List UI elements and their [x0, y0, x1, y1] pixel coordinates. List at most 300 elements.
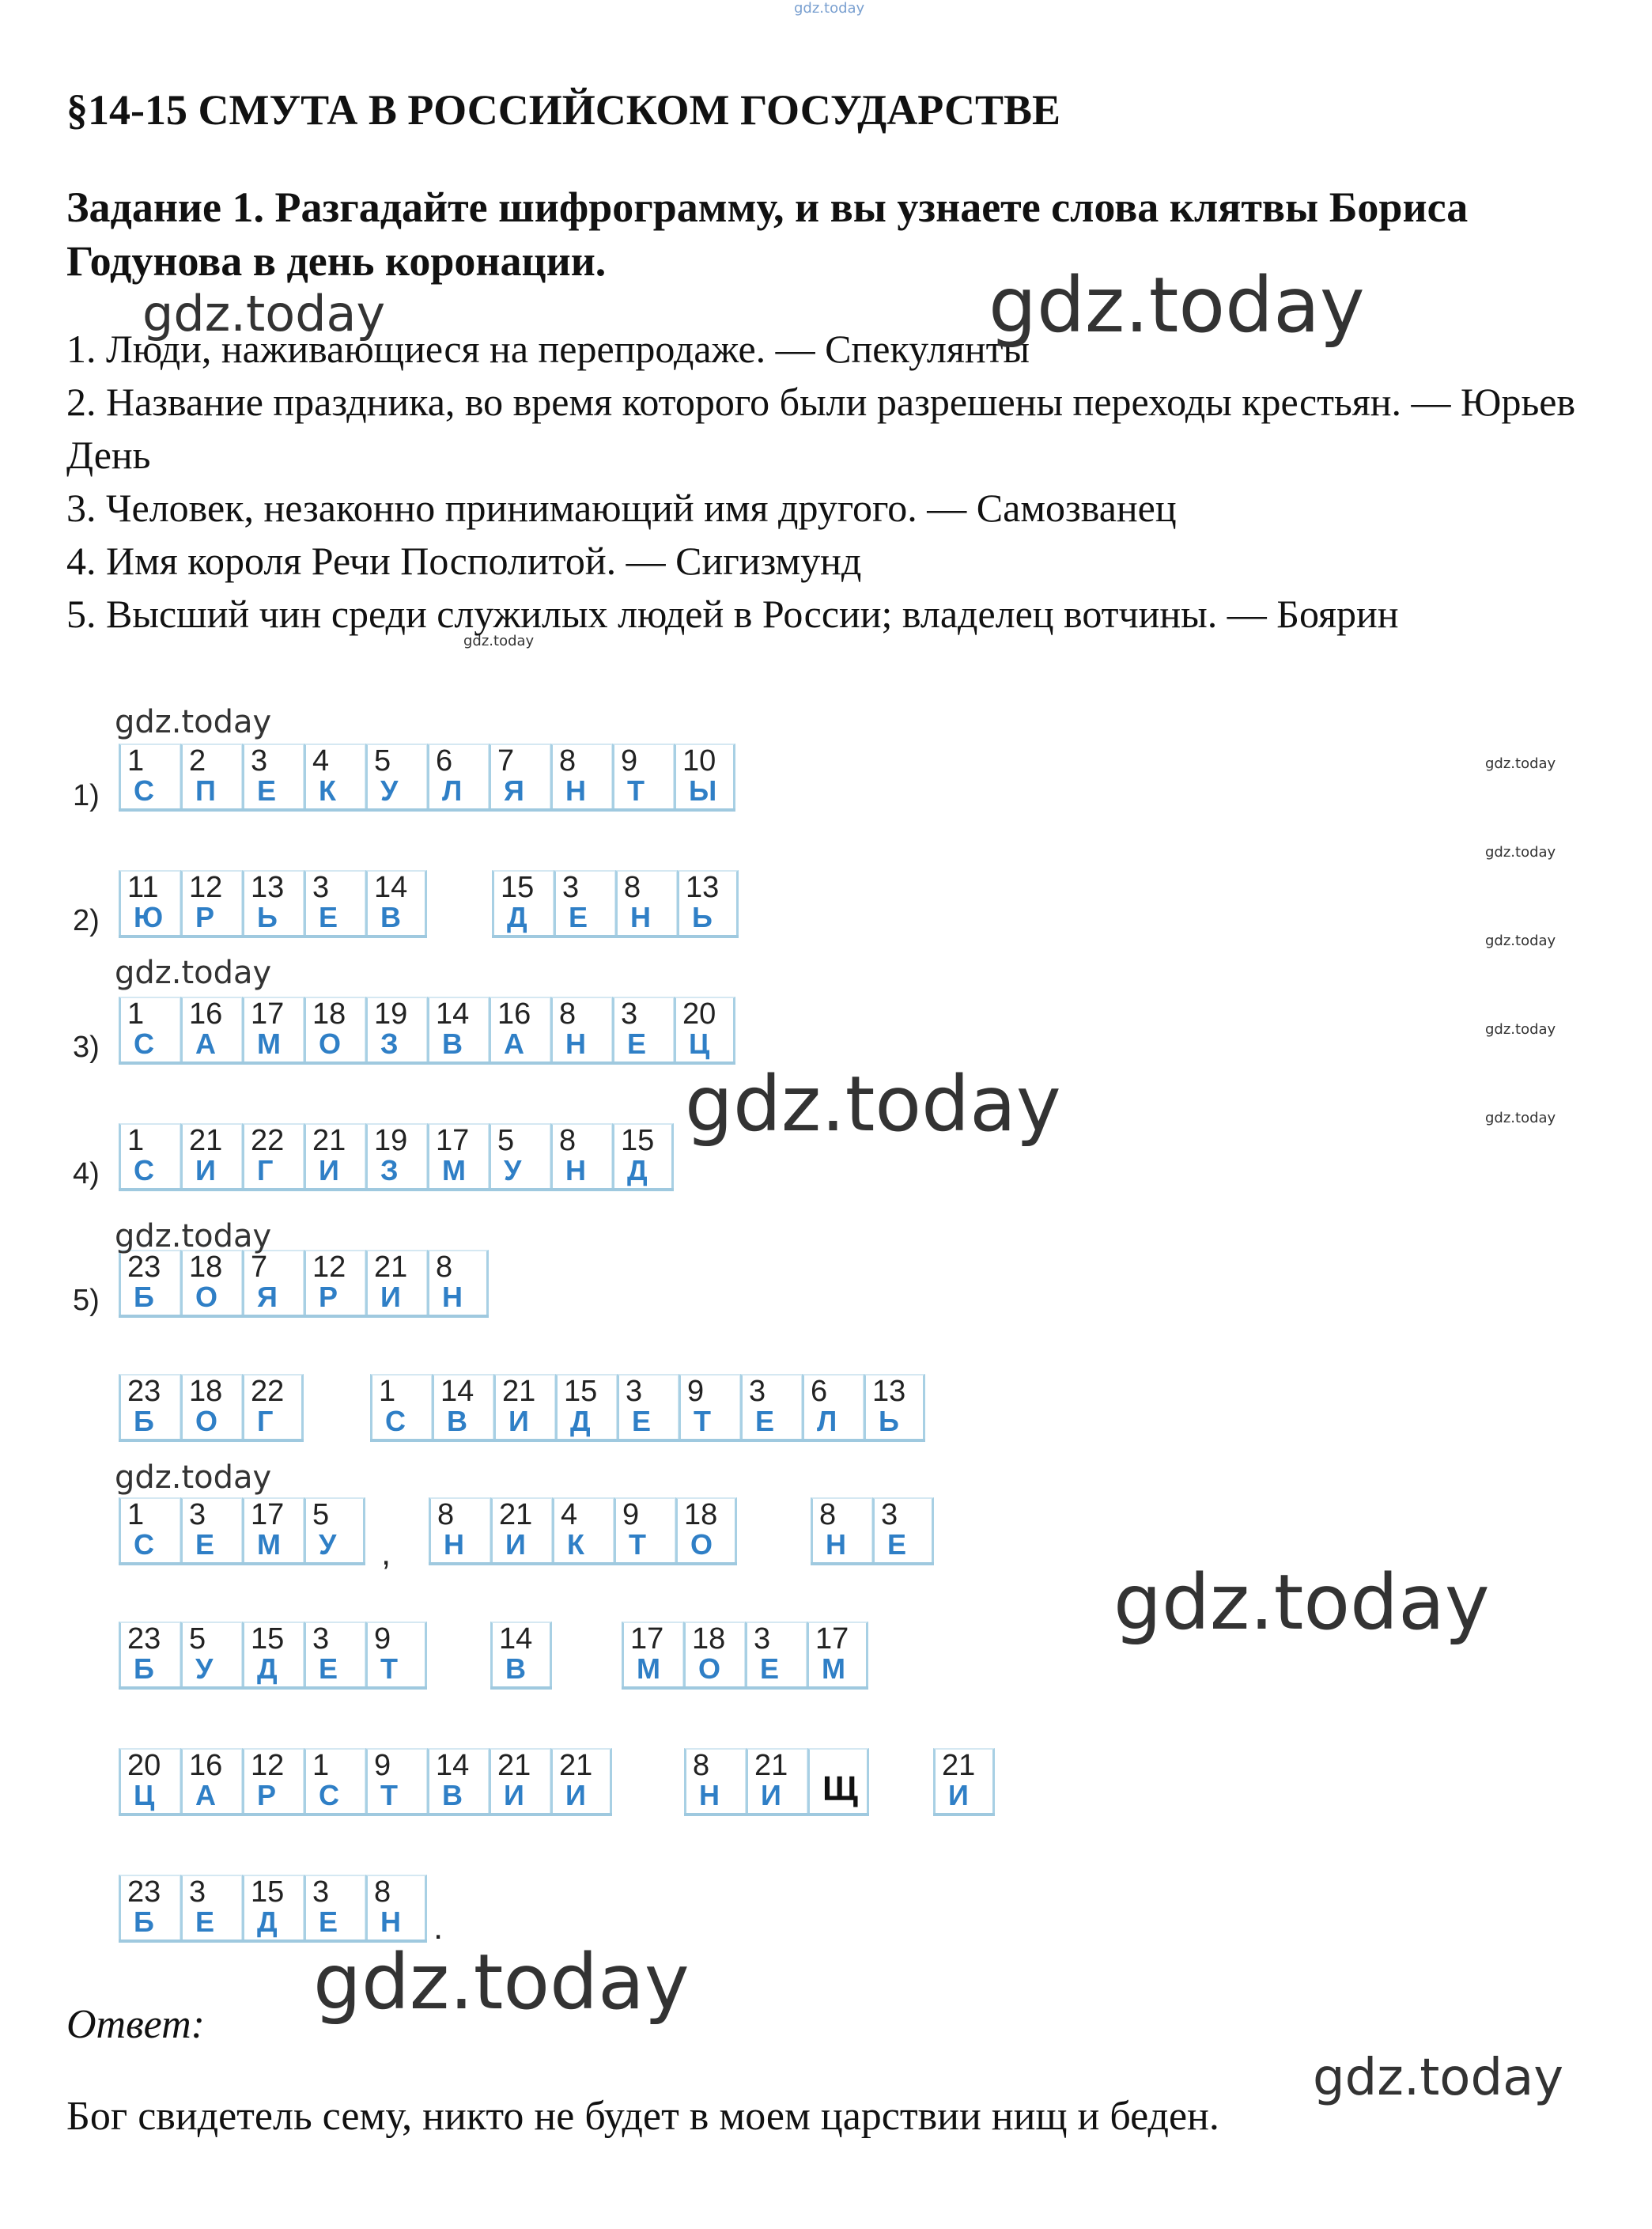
cipher-letter: У	[195, 1652, 214, 1685]
cipher-letter: А	[504, 1027, 524, 1060]
cipher-number: 3	[562, 871, 580, 904]
cipher-cell	[492, 870, 554, 935]
cipher-number: 21	[374, 1251, 408, 1284]
cipher-word	[490, 1622, 552, 1690]
cipher-number: 23	[127, 1375, 161, 1408]
cipher-letter: Ю	[134, 901, 164, 933]
cipher-letter: Е	[569, 901, 588, 933]
cipher-letter: И	[505, 1528, 526, 1561]
watermark: gdz.today	[989, 261, 1365, 350]
cipher-cell	[427, 997, 489, 1062]
cipher-letter: Т	[629, 1528, 646, 1561]
watermark: gdz.today	[115, 1218, 272, 1255]
cipher-letter: П	[195, 774, 216, 807]
cipher-letter: Е	[195, 1528, 215, 1561]
watermark: gdz.today	[463, 633, 535, 649]
cipher-number: 13	[872, 1375, 906, 1408]
cipher-letter: К	[567, 1528, 584, 1561]
cipher-cell	[675, 1497, 737, 1562]
cipher-number: 17	[436, 1124, 470, 1157]
cipher-cell	[119, 1748, 180, 1813]
cipher-letter: М	[822, 1652, 845, 1685]
cipher-letter: У	[504, 1154, 522, 1186]
cipher-number: 13	[251, 871, 285, 904]
cipher-letter: О	[319, 1027, 342, 1060]
cipher-letter: И	[380, 1281, 401, 1313]
cipher-cell	[489, 1123, 550, 1188]
cipher-cell	[304, 997, 365, 1062]
cipher-number: 1	[127, 1498, 145, 1531]
cipher-word	[684, 1748, 869, 1816]
cipher-number: 2	[189, 744, 206, 778]
cipher-number: 22	[251, 1124, 285, 1157]
cipher-letter: Н	[380, 1905, 401, 1938]
cipher-cell	[489, 997, 550, 1062]
cipher-number: 3	[312, 1622, 330, 1656]
cipher-number: 4	[561, 1498, 578, 1531]
cipher-cell	[180, 1875, 242, 1939]
cipher-letter: Т	[380, 1779, 398, 1811]
cipher-number: 17	[251, 997, 285, 1031]
cipher-cell	[365, 1875, 427, 1939]
cipher-letter: Е	[319, 1905, 338, 1938]
cipher-cell	[365, 997, 427, 1062]
watermark: gdz.today	[1485, 1110, 1556, 1126]
cipher-letter: О	[690, 1528, 713, 1561]
cipher-cell	[119, 1497, 180, 1562]
row-label-5: 5)	[73, 1284, 100, 1317]
cipher-line	[119, 744, 1463, 815]
cipher-letter: М	[257, 1027, 281, 1060]
cipher-number: 15	[564, 1375, 598, 1408]
cipher-letter: Н	[826, 1528, 846, 1561]
cipher-letter: Т	[694, 1405, 711, 1437]
cipher-number: 18	[684, 1498, 718, 1531]
cipher-cell	[180, 1622, 242, 1686]
cipher-number: 19	[374, 997, 408, 1031]
cipher-letter: В	[447, 1405, 467, 1437]
cipher-cell	[180, 1374, 242, 1439]
question-list	[66, 323, 1601, 641]
cipher-number: 21	[499, 1498, 533, 1531]
cipher-word	[811, 1497, 934, 1565]
cipher-cell	[612, 744, 674, 808]
cipher-cell	[304, 1748, 365, 1813]
cipher-letter: Е	[760, 1652, 780, 1685]
cipher-cell	[242, 1875, 304, 1939]
cipher-cell	[622, 1622, 683, 1686]
cipher-letter: Д	[257, 1905, 278, 1938]
cipher-number: 5	[497, 1124, 515, 1157]
cipher-number: 9	[621, 744, 638, 778]
question-item-5: 5. Высший чин среди служилых людей в России; владелец вотчины. — Боярин	[66, 592, 1399, 636]
cipher-number: 7	[251, 1251, 268, 1284]
cipher-number: 1	[127, 744, 145, 778]
cipher-number: 21	[754, 1749, 788, 1782]
cipher-cell	[119, 1123, 180, 1188]
cipher-word	[119, 1497, 365, 1565]
watermark: gdz.today	[115, 1459, 272, 1496]
cipher-cell	[180, 1497, 242, 1562]
cipher-letter: Н	[565, 774, 586, 807]
cipher-number: 13	[686, 871, 720, 904]
cipher-number: 3	[189, 1875, 206, 1909]
cipher-number: 21	[497, 1749, 531, 1782]
cipher-letter: С	[134, 1027, 154, 1060]
cipher-number: 5	[374, 744, 391, 778]
cipher-cell	[304, 1875, 365, 1939]
cipher-letter: С	[319, 1779, 339, 1811]
cipher-letter: О	[195, 1405, 218, 1437]
cipher-cell	[242, 1250, 304, 1315]
cipher-cell	[427, 1123, 489, 1188]
cipher-word	[370, 1374, 925, 1442]
cipher-letter: Л	[817, 1405, 837, 1437]
cipher-cell	[674, 997, 735, 1062]
cipher-word	[119, 1250, 489, 1318]
cipher-letter: Е	[319, 901, 338, 933]
cipher-number: 1	[312, 1749, 330, 1782]
cipher-letter: Б	[134, 1405, 154, 1437]
watermark-top: gdz.today	[794, 0, 865, 17]
cipher-letter: И	[565, 1779, 586, 1811]
cipher-word	[119, 1123, 674, 1191]
cipher-number: 18	[312, 997, 346, 1031]
cipher-letter: Д	[507, 901, 527, 933]
cipher-cell	[427, 744, 489, 808]
cipher-number: 11	[127, 871, 159, 904]
cipher-letter: В	[505, 1652, 526, 1685]
cipher-cell	[429, 1497, 490, 1562]
cipher-cell	[242, 1748, 304, 1813]
cipher-cell	[683, 1622, 745, 1686]
cipher-number: 12	[189, 871, 223, 904]
cipher-cell	[872, 1497, 934, 1562]
cipher-cell	[802, 1374, 864, 1439]
cipher-cell	[242, 1622, 304, 1686]
cipher-cell	[612, 1123, 674, 1188]
cipher-letter: Т	[627, 774, 645, 807]
watermark: gdz.today	[1485, 933, 1556, 949]
cipher-number: 20	[682, 997, 716, 1031]
cipher-number: 15	[501, 871, 535, 904]
cipher-number: 21	[942, 1749, 976, 1782]
cipher-number: 9	[622, 1498, 640, 1531]
cipher-number: 3	[312, 1875, 330, 1909]
cipher-cell	[180, 870, 242, 935]
cipher-number: 14	[436, 997, 470, 1031]
watermark: gdz.today	[115, 704, 272, 740]
cipher-number: 21	[559, 1749, 593, 1782]
cipher-cell	[119, 997, 180, 1062]
cipher-letter: У	[380, 774, 399, 807]
cipher-word	[119, 744, 735, 812]
watermark: gdz.today	[1485, 844, 1556, 861]
cipher-number: 19	[374, 1124, 408, 1157]
cipher-number: 23	[127, 1875, 161, 1909]
cipher-number: 3	[754, 1622, 771, 1656]
cipher-number: 3	[251, 744, 268, 778]
cipher-cell	[365, 744, 427, 808]
cipher-word	[119, 1374, 304, 1442]
cipher-number: 3	[312, 871, 330, 904]
cipher-letter: И	[948, 1779, 969, 1811]
page-title: §14-15 СМУТА В РОССИЙСКОМ ГОСУДАРСТВЕ	[66, 86, 1061, 134]
cipher-line	[119, 997, 1463, 1068]
cipher-cell	[180, 997, 242, 1062]
cipher-number: 9	[687, 1375, 705, 1408]
cipher-number: 3	[749, 1375, 766, 1408]
cipher-cell	[489, 1748, 550, 1813]
question-item-4: 4. Имя короля Речи Посполитой. — Сигизмунд	[66, 539, 862, 583]
cipher-word	[119, 1622, 427, 1690]
cipher-letter: Ц	[134, 1779, 155, 1811]
cipher-cell	[365, 1250, 427, 1315]
cipher-letter: А	[195, 1779, 216, 1811]
cipher-cell	[740, 1374, 802, 1439]
cipher-cell	[807, 1748, 869, 1813]
cipher-letter: И	[319, 1154, 339, 1186]
cipher-cell	[550, 1748, 612, 1813]
cipher-number: 6	[436, 744, 453, 778]
cipher-line	[119, 1250, 1463, 1321]
cipher-cell	[555, 1374, 617, 1439]
cipher-letter: Е	[632, 1405, 652, 1437]
answer-text: Бог свидетель сему, никто не будет в моем царствии нищ и беден.	[66, 2094, 1219, 2139]
cipher-cell	[674, 744, 735, 808]
cipher-letter: Ь	[257, 901, 278, 933]
cipher-number: 3	[621, 997, 638, 1031]
cipher-letter: Т	[380, 1652, 398, 1685]
cipher-line	[119, 870, 1463, 941]
cipher-word	[119, 1748, 612, 1816]
cipher-cell	[615, 870, 677, 935]
cipher-letter: Б	[134, 1281, 154, 1313]
cipher-letter: Д	[570, 1405, 591, 1437]
cipher-number: 12	[251, 1749, 285, 1782]
cipher-number: 3	[881, 1498, 898, 1531]
cipher-number: 1	[127, 1124, 145, 1157]
cipher-cell	[614, 1497, 675, 1562]
cipher-cell	[304, 1622, 365, 1686]
question-item-2: 2. Название праздника, во время которого были разрешены переходы крестьян. — Юрьев День	[66, 380, 1576, 477]
cipher-cell	[242, 870, 304, 935]
cipher-number: 7	[497, 744, 515, 778]
cipher-letter: С	[134, 1154, 154, 1186]
cipher-cell	[304, 870, 365, 935]
cipher-line	[119, 1748, 1463, 1819]
cipher-word	[119, 997, 735, 1065]
cipher-number: 3	[626, 1375, 643, 1408]
cipher-letter: Р	[319, 1281, 338, 1313]
cipher-number: 8	[374, 1875, 391, 1909]
cipher-letter: Щ	[822, 1769, 858, 1808]
comma-mark: ,	[381, 1534, 391, 1572]
cipher-letter: О	[698, 1652, 721, 1685]
cipher-cell	[242, 997, 304, 1062]
answer-label: Ответ:	[66, 2002, 205, 2047]
cipher-cell	[370, 1374, 432, 1439]
cipher-letter: Н	[699, 1779, 720, 1811]
cipher-number: 9	[374, 1622, 391, 1656]
cipher-number: 8	[559, 1124, 576, 1157]
cipher-number: 21	[189, 1124, 223, 1157]
cipher-cell	[746, 1748, 807, 1813]
cipher-cell	[617, 1374, 679, 1439]
watermark: gdz.today	[115, 955, 272, 991]
cipher-number: 1	[379, 1375, 396, 1408]
cipher-word	[119, 1875, 427, 1943]
cipher-cell	[304, 1250, 365, 1315]
cipher-letter: Р	[195, 901, 215, 933]
cipher-number: 23	[127, 1251, 161, 1284]
cipher-number: 14	[499, 1622, 533, 1656]
cipher-number: 12	[312, 1251, 346, 1284]
cipher-letter: О	[195, 1281, 218, 1313]
question-item-3: 3. Человек, незаконно принимающий имя другого. — Самозванец	[66, 486, 1177, 530]
cipher-cell	[490, 1622, 552, 1686]
cipher-letter: В	[442, 1779, 463, 1811]
cipher-letter: С	[134, 1528, 154, 1561]
cipher-letter: Е	[887, 1528, 907, 1561]
cipher-cell	[365, 1123, 427, 1188]
cipher-number: 3	[189, 1498, 206, 1531]
cipher-cell	[180, 1748, 242, 1813]
cipher-letter: Н	[442, 1281, 463, 1313]
cipher-line	[119, 1374, 1463, 1445]
cipher-word	[622, 1622, 868, 1690]
cipher-number: 1	[127, 997, 145, 1031]
cipher-cell	[365, 870, 427, 935]
cipher-letter: Ц	[689, 1027, 710, 1060]
cipher-number: 8	[693, 1749, 710, 1782]
cipher-number: 8	[559, 744, 576, 778]
watermark: gdz.today	[1485, 1021, 1556, 1038]
cipher-number: 14	[436, 1749, 470, 1782]
cipher-cell	[432, 1374, 493, 1439]
cipher-number: 18	[189, 1251, 223, 1284]
cipher-letter: Е	[755, 1405, 775, 1437]
row-label-1: 1)	[73, 779, 100, 812]
cipher-line	[119, 1875, 1463, 1946]
cipher-cell	[119, 870, 180, 935]
cipher-number: 6	[811, 1375, 828, 1408]
cipher-letter: Б	[134, 1652, 154, 1685]
cipher-cell	[180, 1250, 242, 1315]
cipher-cell	[807, 1622, 868, 1686]
cipher-letter: М	[442, 1154, 466, 1186]
task-text: Задание 1. Разгадайте шифрограмму, и вы узнаете слова клятвы Бориса Годунова в день коронации.	[66, 184, 1469, 285]
cipher-cell	[745, 1622, 807, 1686]
cipher-cell	[119, 1622, 180, 1686]
cipher-letter: З	[380, 1154, 399, 1186]
watermark: gdz.today	[142, 285, 386, 342]
cipher-cell	[864, 1374, 925, 1439]
cipher-word	[429, 1497, 737, 1565]
cipher-letter: Н	[565, 1154, 586, 1186]
question-item-1: 1. Люди, наживающиеся на перепродаже. — Спекулянты	[66, 327, 1030, 371]
cipher-cell	[427, 1748, 489, 1813]
cipher-letter: А	[195, 1027, 216, 1060]
cipher-cell	[679, 1374, 740, 1439]
cipher-cell	[304, 744, 365, 808]
cipher-number: 18	[189, 1375, 223, 1408]
period-mark: .	[433, 1908, 444, 1947]
cipher-number: 16	[497, 997, 531, 1031]
cipher-cell	[119, 1250, 180, 1315]
watermark: gdz.today	[313, 1938, 690, 2027]
cipher-letter: Ь	[879, 1405, 899, 1437]
cipher-letter: Г	[257, 1154, 274, 1186]
cipher-cell	[242, 1123, 304, 1188]
cipher-letter: Г	[257, 1405, 274, 1437]
cipher-number: 17	[815, 1622, 849, 1656]
cipher-number: 15	[621, 1124, 655, 1157]
cipher-cell	[490, 1497, 552, 1562]
watermark: gdz.today	[1485, 755, 1556, 772]
cipher-number: 8	[624, 871, 641, 904]
row-label-2: 2)	[73, 904, 100, 937]
cipher-letter: Н	[630, 901, 651, 933]
cipher-cell	[242, 1497, 304, 1562]
cipher-letter: К	[319, 774, 336, 807]
cipher-letter: Я	[504, 774, 524, 807]
cipher-letter: С	[385, 1405, 406, 1437]
cipher-number: 14	[374, 871, 408, 904]
cipher-letter: Е	[257, 774, 277, 807]
cipher-cell	[365, 1622, 427, 1686]
cipher-letter: Е	[319, 1652, 338, 1685]
cipher-letter: З	[380, 1027, 399, 1060]
cipher-cell	[612, 997, 674, 1062]
cipher-number: 18	[692, 1622, 726, 1656]
cipher-word	[492, 870, 739, 938]
cipher-letter: Я	[257, 1281, 278, 1313]
cipher-letter: И	[508, 1405, 529, 1437]
cipher-cell	[242, 1374, 304, 1439]
cipher-letter: Н	[444, 1528, 464, 1561]
cipher-letter: Н	[565, 1027, 586, 1060]
cipher-number: 17	[630, 1622, 664, 1656]
watermark: gdz.today	[1313, 2049, 1564, 2107]
cipher-letter: М	[637, 1652, 660, 1685]
row-label-4: 4)	[73, 1157, 100, 1190]
cipher-number: 16	[189, 997, 223, 1031]
cipher-letter: В	[380, 901, 401, 933]
cipher-number: 16	[189, 1749, 223, 1782]
cipher-cell	[304, 1497, 365, 1562]
cipher-letter: Д	[627, 1154, 648, 1186]
cipher-cell	[304, 1123, 365, 1188]
cipher-cell	[677, 870, 739, 935]
cipher-cell	[554, 870, 615, 935]
cipher-number: 5	[189, 1622, 206, 1656]
cipher-number: 17	[251, 1498, 285, 1531]
cipher-cell	[489, 744, 550, 808]
cipher-number: 9	[374, 1749, 391, 1782]
watermark: gdz.today	[685, 1060, 1061, 1149]
cipher-number: 4	[312, 744, 330, 778]
cipher-cell	[552, 1497, 614, 1562]
cipher-letter: В	[442, 1027, 463, 1060]
cipher-cell	[493, 1374, 555, 1439]
cipher-number: 8	[436, 1251, 453, 1284]
cipher-cell	[550, 1123, 612, 1188]
cipher-letter: Р	[257, 1779, 277, 1811]
cipher-cell	[242, 744, 304, 808]
cipher-number: 20	[127, 1749, 161, 1782]
cipher-cell	[427, 1250, 489, 1315]
